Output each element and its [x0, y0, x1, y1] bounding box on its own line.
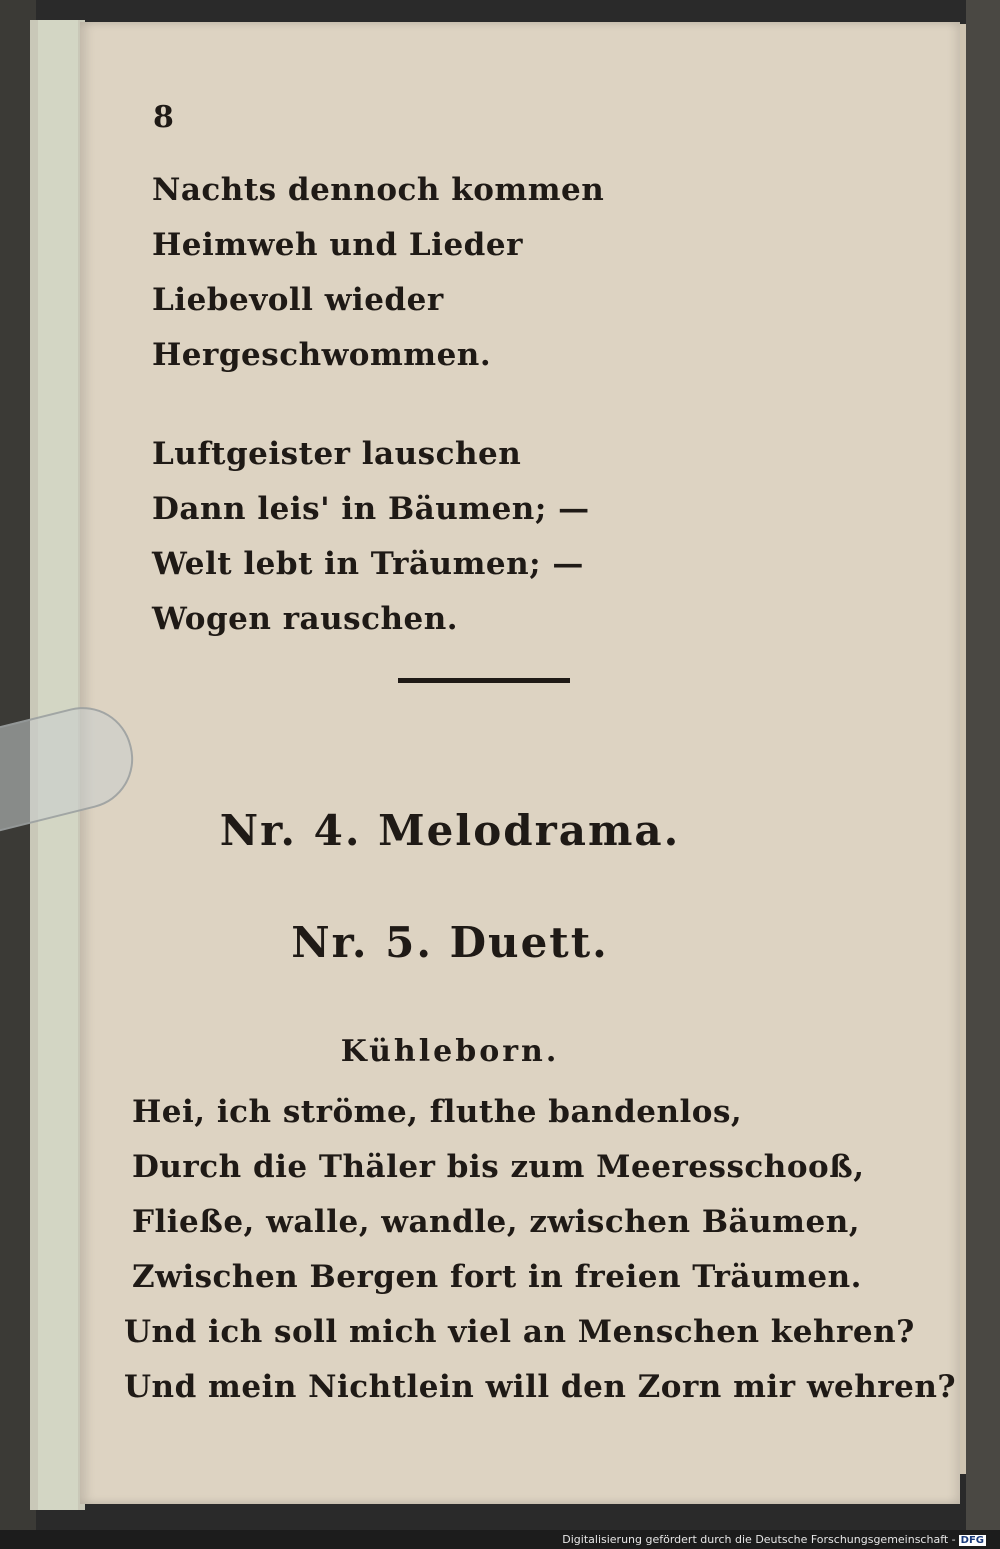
verse-line: Wogen rauschen.	[152, 601, 459, 637]
verse-line: Welt lebt in Träumen; —	[152, 546, 584, 582]
right-cover-board	[966, 0, 1000, 1530]
verse-line: Und ich soll mich viel an Menschen kehren?	[124, 1314, 915, 1350]
section-rule	[398, 678, 570, 683]
verse-line: Luftgeister lauschen	[152, 436, 522, 472]
verse-line: Hei, ich ströme, fluthe bandenlos,	[132, 1094, 743, 1130]
section-heading: Nr. 4. Melodrama.	[219, 806, 681, 855]
speaker-name: Kühleborn.	[340, 1034, 560, 1069]
verse-line: Durch die Thäler bis zum Meeresschooß,	[132, 1149, 865, 1185]
credit-text: Digitalisierung gefördert durch die Deutsche Forschungsgemeinschaft -	[562, 1533, 956, 1546]
section-heading: Nr. 5. Duett.	[291, 918, 609, 967]
verse-line: Zwischen Bergen fort in freien Träumen.	[132, 1259, 862, 1295]
digitization-credit	[562, 1533, 986, 1546]
page-number: 8	[153, 100, 174, 135]
verse-line: Heimweh und Lieder	[152, 227, 523, 263]
verse-line: Liebevoll wieder	[152, 282, 444, 318]
book-page	[80, 22, 960, 1504]
verse-line: Fließe, walle, wandle, zwischen Bäumen,	[132, 1204, 861, 1240]
verse-line: Dann leis' in Bäumen; —	[152, 491, 590, 527]
verse-line: Nachts dennoch kommen	[152, 172, 605, 208]
verse-line: Und mein Nichtlein will den Zorn mir wehren?	[124, 1369, 957, 1405]
verse-line: Hergeschwommen.	[152, 337, 492, 373]
dfg-logo: DFG	[960, 1535, 984, 1546]
